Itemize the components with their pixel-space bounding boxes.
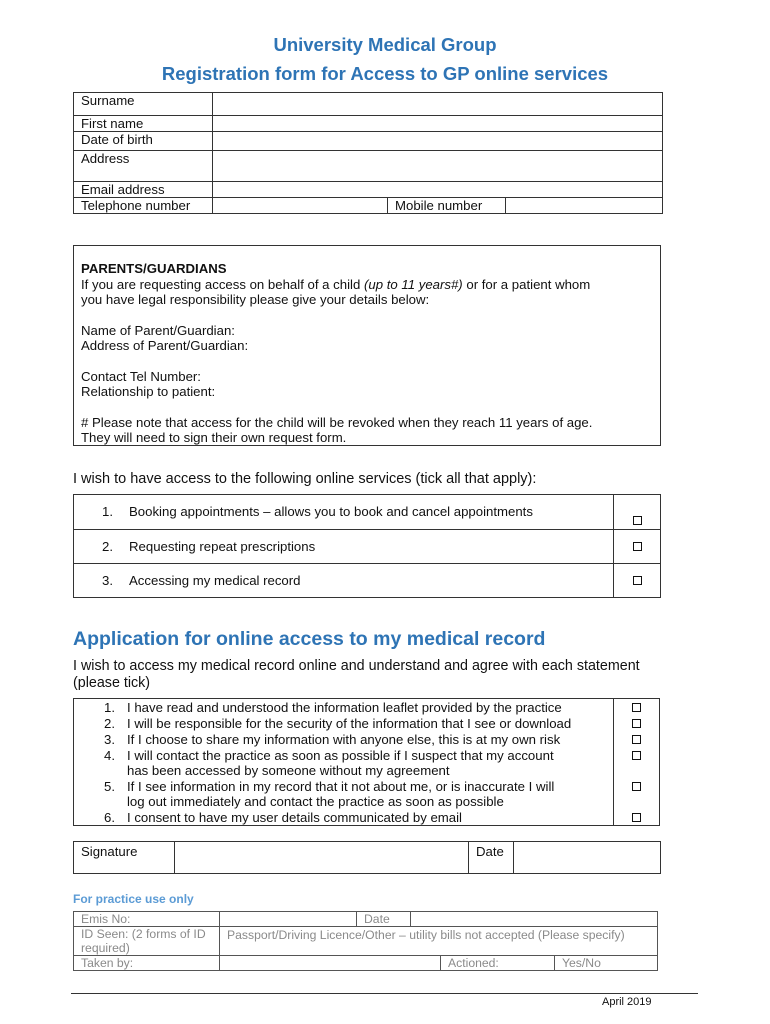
statement-row (74, 779, 659, 810)
statements-table (73, 698, 660, 826)
signature-label: Signature (74, 842, 175, 874)
statement-num: 1. (104, 700, 115, 715)
org-title: University Medical Group (273, 34, 497, 55)
service-row (74, 530, 661, 564)
statement-checkbox-2[interactable] (632, 719, 641, 728)
patient-details-table (73, 92, 663, 214)
statement-checkbox-6[interactable] (632, 813, 641, 822)
service-num: 1. (102, 504, 113, 519)
statement-text-cont: has been accessed by someone without my agreement (127, 763, 450, 778)
statement-text: I will be responsible for the security of the information that I see or download (127, 716, 572, 731)
parents-guardians-box (73, 245, 661, 446)
statement-num: 4. (104, 748, 115, 763)
services-table (73, 494, 661, 598)
first-name-label: First name (74, 116, 213, 132)
parents-intro (81, 277, 660, 293)
dob-label: Date of birth (74, 132, 213, 151)
parent-tel-label: Contact Tel Number: (81, 368, 201, 384)
date-field[interactable] (514, 842, 661, 874)
email-label: Email address (74, 182, 213, 198)
service-checkbox-medical-record[interactable] (633, 576, 642, 585)
email-field[interactable] (213, 182, 663, 198)
parents-intro-b: or for a patient whom (462, 276, 591, 292)
emis-field[interactable] (220, 912, 357, 927)
statement-text: If I see information in my record that it not about me, or is inaccurate I will (127, 779, 555, 794)
date-label: Date (469, 842, 514, 874)
practice-use-table (73, 911, 658, 971)
statement-text: If I choose to share my information with anyone else, this is at my own risk (127, 732, 561, 747)
statement-num: 6. (104, 810, 115, 825)
service-num: 2. (102, 539, 113, 554)
id-seen-label: ID Seen: (2 forms of ID required) (74, 927, 220, 956)
parents-intro-em: (up to 11 years#) (363, 276, 463, 292)
parents-heading: PARENTS/GUARDIANS (81, 261, 227, 276)
mobile-label: Mobile number (388, 198, 506, 214)
footer-rule (71, 993, 698, 994)
service-checkbox-prescriptions[interactable] (633, 542, 642, 551)
signature-table (73, 841, 661, 874)
statement-num: 2. (104, 716, 115, 731)
taken-by-label: Taken by: (74, 956, 220, 971)
statement-row (74, 700, 659, 716)
practice-use-heading: For practice use only (73, 892, 194, 906)
statement-num: 3. (104, 732, 115, 747)
statement-row (74, 716, 659, 732)
actioned-label: Actioned: (441, 956, 555, 971)
parent-name-label: Name of Parent/Guardian: (81, 322, 235, 338)
practice-date-field[interactable] (411, 912, 658, 927)
service-row (74, 495, 661, 530)
signature-field[interactable] (175, 842, 469, 874)
yes-no-label: Yes/No (555, 956, 658, 971)
parents-intro-c: you have legal responsibility please give your details below: (81, 292, 430, 307)
services-intro: I wish to have access to the following online services (tick all that apply): (73, 471, 537, 487)
statement-text: I have read and understood the information leaflet provided by the practice (127, 700, 562, 715)
parents-intro-a: If you are requesting access on behalf of a child (81, 276, 364, 292)
surname-label: Surname (74, 93, 213, 116)
parents-note-2: They will need to sign their own request form. (81, 430, 347, 445)
telephone-field[interactable] (213, 198, 388, 214)
mobile-field[interactable] (506, 198, 663, 214)
statement-text-cont: log out immediately and contact the practice as soon as possible (127, 794, 504, 809)
id-types-label: Passport/Driving Licence/Other – utility bills not accepted (Please specify) (220, 927, 658, 956)
parents-note-1: # Please note that access for the child will be revoked when they reach 11 years of age. (81, 414, 593, 430)
application-heading: Application for online access to my medical record (73, 628, 546, 650)
application-intro-2: (please tick) (73, 675, 151, 691)
first-name-field[interactable] (213, 116, 663, 132)
service-row (74, 564, 661, 598)
application-intro-1: I wish to access my medical record online and understand and agree with each statement (73, 658, 640, 674)
footer-date: April 2019 (602, 996, 652, 1008)
statement-row (74, 810, 659, 826)
taken-by-field[interactable] (220, 956, 441, 971)
statement-text: I will contact the practice as soon as possible if I suspect that my account (127, 748, 554, 763)
telephone-label: Telephone number (74, 198, 213, 214)
statement-checkbox-1[interactable] (632, 703, 641, 712)
statement-checkbox-4[interactable] (632, 751, 641, 760)
form-title: Registration form for Access to GP online services (161, 63, 609, 84)
address-field[interactable] (213, 151, 663, 182)
practice-date-label: Date (357, 912, 411, 927)
statement-checkbox-3[interactable] (632, 735, 641, 744)
address-label: Address (74, 151, 213, 182)
service-label: Requesting repeat prescriptions (129, 539, 316, 554)
service-checkbox-booking[interactable] (633, 516, 642, 525)
surname-field[interactable] (213, 93, 663, 116)
application-intro (73, 658, 640, 692)
statement-num: 5. (104, 779, 115, 794)
parent-address-label: Address of Parent/Guardian: (81, 338, 249, 353)
statement-row (74, 748, 659, 779)
statement-text: I consent to have my user details communicated by email (127, 810, 462, 825)
parent-relationship-label: Relationship to patient: (81, 384, 216, 399)
service-label: Booking appointments – allows you to book and cancel appointments (129, 504, 533, 519)
service-label: Accessing my medical record (129, 573, 301, 588)
service-num: 3. (102, 573, 113, 588)
statement-row (74, 732, 659, 748)
statement-checkbox-5[interactable] (632, 782, 641, 791)
emis-label: Emis No: (74, 912, 220, 927)
dob-field[interactable] (213, 132, 663, 151)
